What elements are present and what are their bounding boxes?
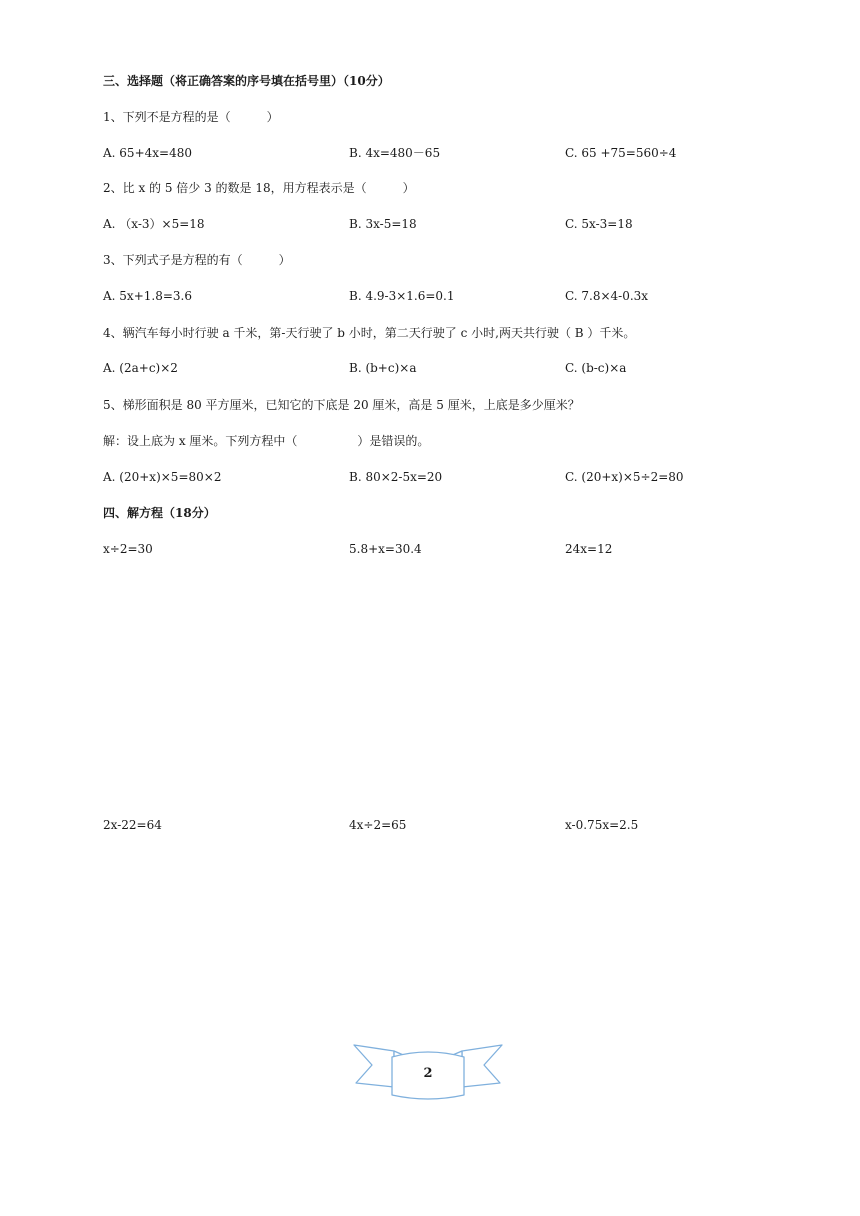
question-5-option-b: B. 80×2-5x=20 <box>349 470 443 484</box>
question-2-option-c: C. 5x-3=18 <box>565 217 633 231</box>
question-2-option-b: B. 3x-5=18 <box>349 217 417 231</box>
question-5-text: 5、梯形面积是 80 平方厘米，已知它的下底是 20 厘米，高是 5 厘米，上底是多少厘米？ <box>103 398 580 412</box>
question-1-text: 1、下列不是方程的是（ ） <box>103 110 279 124</box>
section-4-title: 四、解方程（18分） <box>103 506 216 520</box>
question-2-option-a: A. （x-3）×5=18 <box>103 217 205 231</box>
equation-4: 2x-22=64 <box>103 818 162 832</box>
question-4-option-c: C. (b-c)×a <box>565 361 627 375</box>
question-4-option-b: B. (b+c)×a <box>349 361 417 375</box>
question-1-option-b: B. 4x=480－65 <box>349 146 441 160</box>
question-5-subtext: 解：设上底为 x 厘米。下列方程中（ ）是错误的。 <box>103 434 430 448</box>
question-4-text: 4、辆汽车每小时行驶 a 千米，第-天行驶了 b 小时，第二天行驶了 c 小时,两天共行驶（ B ）千米。 <box>103 326 636 340</box>
question-4-option-a: A. (2a+c)×2 <box>103 361 178 375</box>
equation-6: x-0.75x=2.5 <box>565 818 639 832</box>
question-3-text: 3、下列式子是方程的有（ ） <box>103 253 291 267</box>
question-2-text: 2、比 x 的 5 倍少 3 的数是 18，用方程表示是（ ） <box>103 181 415 195</box>
question-5-option-a: A. (20+x)×5=80×2 <box>103 470 222 484</box>
equation-3: 24x=12 <box>565 542 613 556</box>
equation-1: x÷2=30 <box>103 542 153 556</box>
section-3-title: 三、选择题（将正确答案的序号填在括号里）（10分） <box>103 74 390 88</box>
question-3-option-a: A. 5x+1.8=3.6 <box>103 289 192 303</box>
question-1-option-c: C. 65 +75=560÷4 <box>565 146 677 160</box>
question-1-option-a: A. 65+4x=480 <box>103 146 192 160</box>
question-3-option-c: C. 7.8×4-0.3x <box>565 289 649 303</box>
equation-5: 4x÷2=65 <box>349 818 407 832</box>
equation-2: 5.8+x=30.4 <box>349 542 422 556</box>
question-3-option-b: B. 4.9-3×1.6=0.1 <box>349 289 455 303</box>
question-5-option-c: C. (20+x)×5÷2=80 <box>565 470 684 484</box>
page-number: 2 <box>423 1066 433 1081</box>
